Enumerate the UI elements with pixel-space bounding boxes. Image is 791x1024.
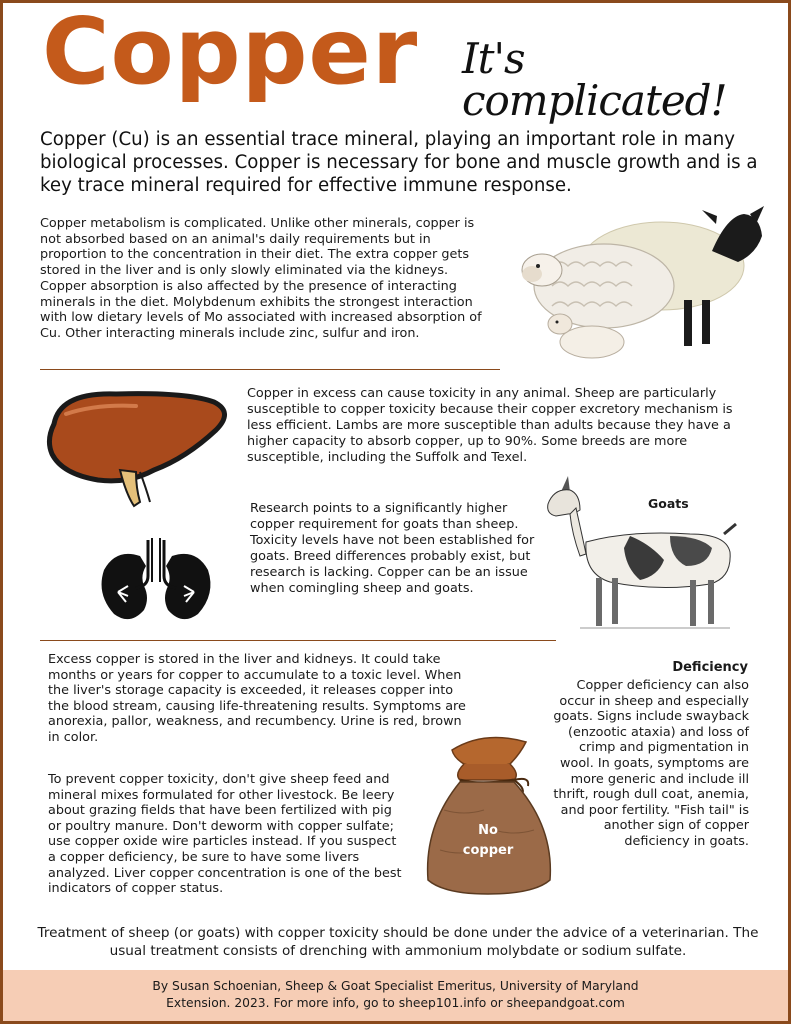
sack-label-line2: copper <box>462 843 514 858</box>
treatment-paragraph: Treatment of sheep (or goats) with copper toxicity should be done under the advice of a veterinarian. The usual treatment consists of drenching with ammonium molybdate or sodium sulfate. <box>37 925 759 959</box>
footer-line-1: By Susan Schoenian, Sheep & Goat Specialist Emeritus, University of Maryland <box>152 979 639 993</box>
prevent-paragraph: To prevent copper toxicity, don't give sheep feed and mineral mixes formulated for other livestock. Be leery about grazing fields that have been fertilized with pig or poultry manure. Don't deworm with copper sulfate; use copper oxide wire particles instead. If you suspect a copper deficiency, be sure to have some livers analyzed. Liver copper concentration is one of the best indicators of copper status. <box>48 772 402 897</box>
section-divider <box>40 640 556 641</box>
liver-icon <box>36 384 236 516</box>
page-subtitle: It's complicated! <box>462 34 727 125</box>
page-title: Copper <box>42 0 419 105</box>
goats-label: Goats <box>648 496 689 511</box>
footer-line-2: Extension. 2023. For more info, go to sheep101.info or sheepandgoat.com <box>166 996 625 1010</box>
deficiency-title: Deficiency <box>672 660 748 675</box>
footer-credits <box>3 970 788 1021</box>
research-paragraph: Research points to a significantly higher copper requirement for goats than sheep. Toxicity levels have not been established for goats. Breed differences probably exist, but research is lacking. Copper can be an issue when comingling sheep and goats. <box>250 501 535 596</box>
sack-label-line1: No <box>478 823 498 838</box>
intro-paragraph: Copper (Cu) is an essential trace mineral, playing an important role in many biological processes. Copper is necessary for bone and muscle growth and is a key trace mineral required for effective immune response. <box>40 129 758 196</box>
kidneys-icon <box>96 536 216 626</box>
goat-icon <box>540 474 740 636</box>
metabolism-paragraph: Copper metabolism is complicated. Unlike other minerals, copper is not absorbed based on an animal's daily requirements but in proportion to the concentration in their diet. The extra copper gets stored in the liver and is only slowly eliminated via the kidneys. Copper absorption is also affected by the presence of interacting minerals in the diet. Molybdenum exhibits the strongest interaction with low dietary levels of Mo associated with increased absorption of Cu. Other interacting minerals include zinc, sulfur and iron. <box>40 216 482 341</box>
sack-icon <box>424 730 554 896</box>
section-divider <box>40 369 500 370</box>
excess-paragraph: Copper in excess can cause toxicity in any animal. Sheep are particularly susceptible to copper toxicity because their copper excretory mechanism is less efficient. Lambs are more susceptible than adults because they have a higher capacity to absorb copper, up to 90%. Some breeds are more susceptible, including the Suffolk and Texel. <box>247 386 733 465</box>
deficiency-paragraph: Copper deficiency can also occur in sheep and especially goats. Signs include swayback (enzootic ataxia) and loss of crimp and pigmentation in wool. In goats, symptoms are more generic and include ill thrift, rough dull coat, anemia, and poor fertility. "Fish tail" is another sign of copper deficiency in goats. <box>553 678 749 849</box>
sheep-icon <box>512 196 768 366</box>
stored-paragraph: Excess copper is stored in the liver and kidneys. It could take months or years for copper to accumulate to a toxic level. When the liver's storage capacity is exceeded, it releases copper into the blood stream, causing life-threatening results. Symptoms are anorexia, pallor, weakness, and recumbency. Urine is red, brown in color. <box>48 652 466 745</box>
